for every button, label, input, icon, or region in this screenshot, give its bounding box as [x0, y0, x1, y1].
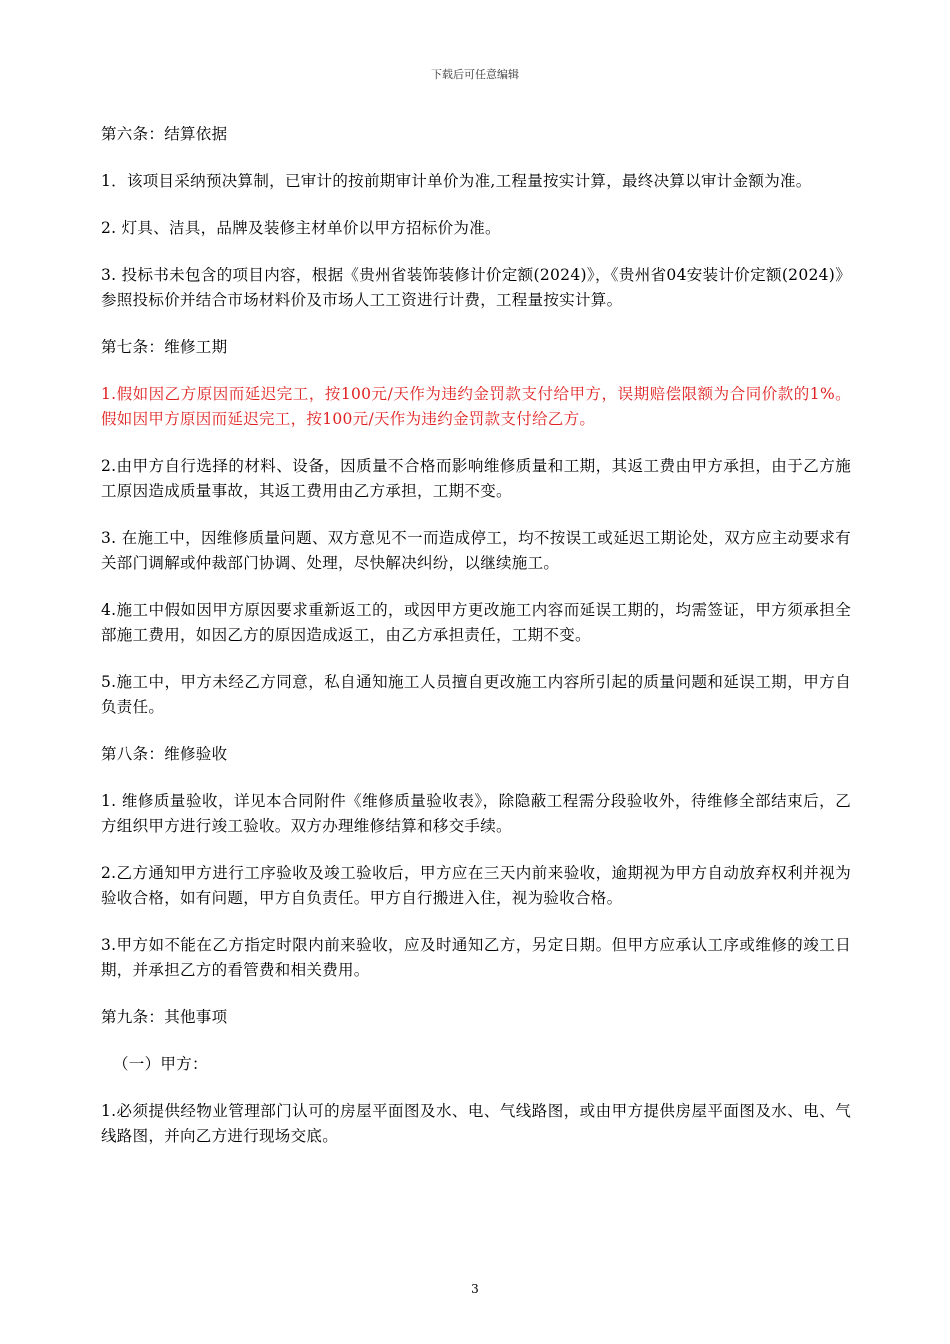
subsection-party-a: （一）甲方： [113, 1055, 208, 1073]
clause-8-2: 2.乙方通知甲方进行工序验收及竣工验收后，甲方应在三天内前来验收，逾期视为甲方自动放弃权利并视为验收合格，如有问题，甲方自负责任。甲方自行搬进入住，视为验收合格。 [101, 864, 851, 907]
clause-7-4: 4.施工中假如因甲方原因要求重新返工的，或因甲方更改施工内容而延误工期的，均需签证，甲方须承担全部施工费用，如因乙方的原因造成返工，由乙方承担责任，工期不变。 [101, 601, 851, 644]
section-heading-7: 第七条：维修工期 [101, 338, 228, 356]
clause-6-2: 2. 灯具、洁具，品牌及装修主材单价以甲方招标价为准。 [101, 219, 501, 237]
clause-9-a-1: 1.必须提供经物业管理部门认可的房屋平面图及水、电、气线路图，或由甲方提供房屋平面图及水、电、气线路图，并向乙方进行现场交底。 [101, 1102, 851, 1145]
clause-6-1: 1．该项目采纳预决算制，已审计的按前期审计单价为准,工程量按实计算，最终决算以审计金额为准。 [101, 172, 812, 190]
clause-8-3: 3.甲方如不能在乙方指定时限内前来验收，应及时通知乙方，另定日期。但甲方应承认工序或维修的竣工日期，并承担乙方的看管费和相关费用。 [101, 936, 851, 979]
section-heading-8: 第八条：维修验收 [101, 745, 228, 763]
clause-7-1-highlighted: 1.假如因乙方原因而延迟完工，按100元/天作为违约金罚款支付给甲方，误期赔偿限额为合同价款的1%。假如因甲方原因而延迟完工，按100元/天作为违约金罚款支付给乙方。 [101, 385, 851, 428]
clause-7-2: 2.由甲方自行选择的材料、设备，因质量不合格而影响维修质量和工期，其返工费由甲方承担，由于乙方施工原因造成质量事故，其返工费用由乙方承担，工期不变。 [101, 457, 851, 500]
clause-7-5: 5.施工中，甲方未经乙方同意，私自通知施工人员擅自更改施工内容所引起的质量问题和延误工期，甲方自负责任。 [101, 673, 851, 716]
section-heading-9: 第九条：其他事项 [101, 1008, 228, 1026]
clause-8-1: 1. 维修质量验收，详见本合同附件《维修质量验收表》，除隐蔽工程需分段验收外，待维修全部结束后，乙方组织甲方进行竣工验收。双方办理维修结算和移交手续。 [101, 792, 851, 835]
clause-6-3: 3. 投标书未包含的项目内容，根据《贵州省装饰装修计价定额(2024)》，《贵州省04安装计价定额(2024)》参照投标价并结合市场材料价及市场人工工资进行计费，工程量按实计算。 [101, 266, 851, 309]
page-header-note: 下载后可任意编辑 [431, 68, 519, 81]
page-number: 3 [471, 1282, 479, 1296]
section-heading-6: 第六条：结算依据 [101, 125, 228, 143]
clause-7-3: 3. 在施工中，因维修质量问题、双方意见不一而造成停工，均不按误工或延迟工期论处，双方应主动要求有关部门调解或仲裁部门协调、处理，尽快解决纠纷，以继续施工。 [101, 529, 851, 572]
document-body [101, 122, 851, 1171]
